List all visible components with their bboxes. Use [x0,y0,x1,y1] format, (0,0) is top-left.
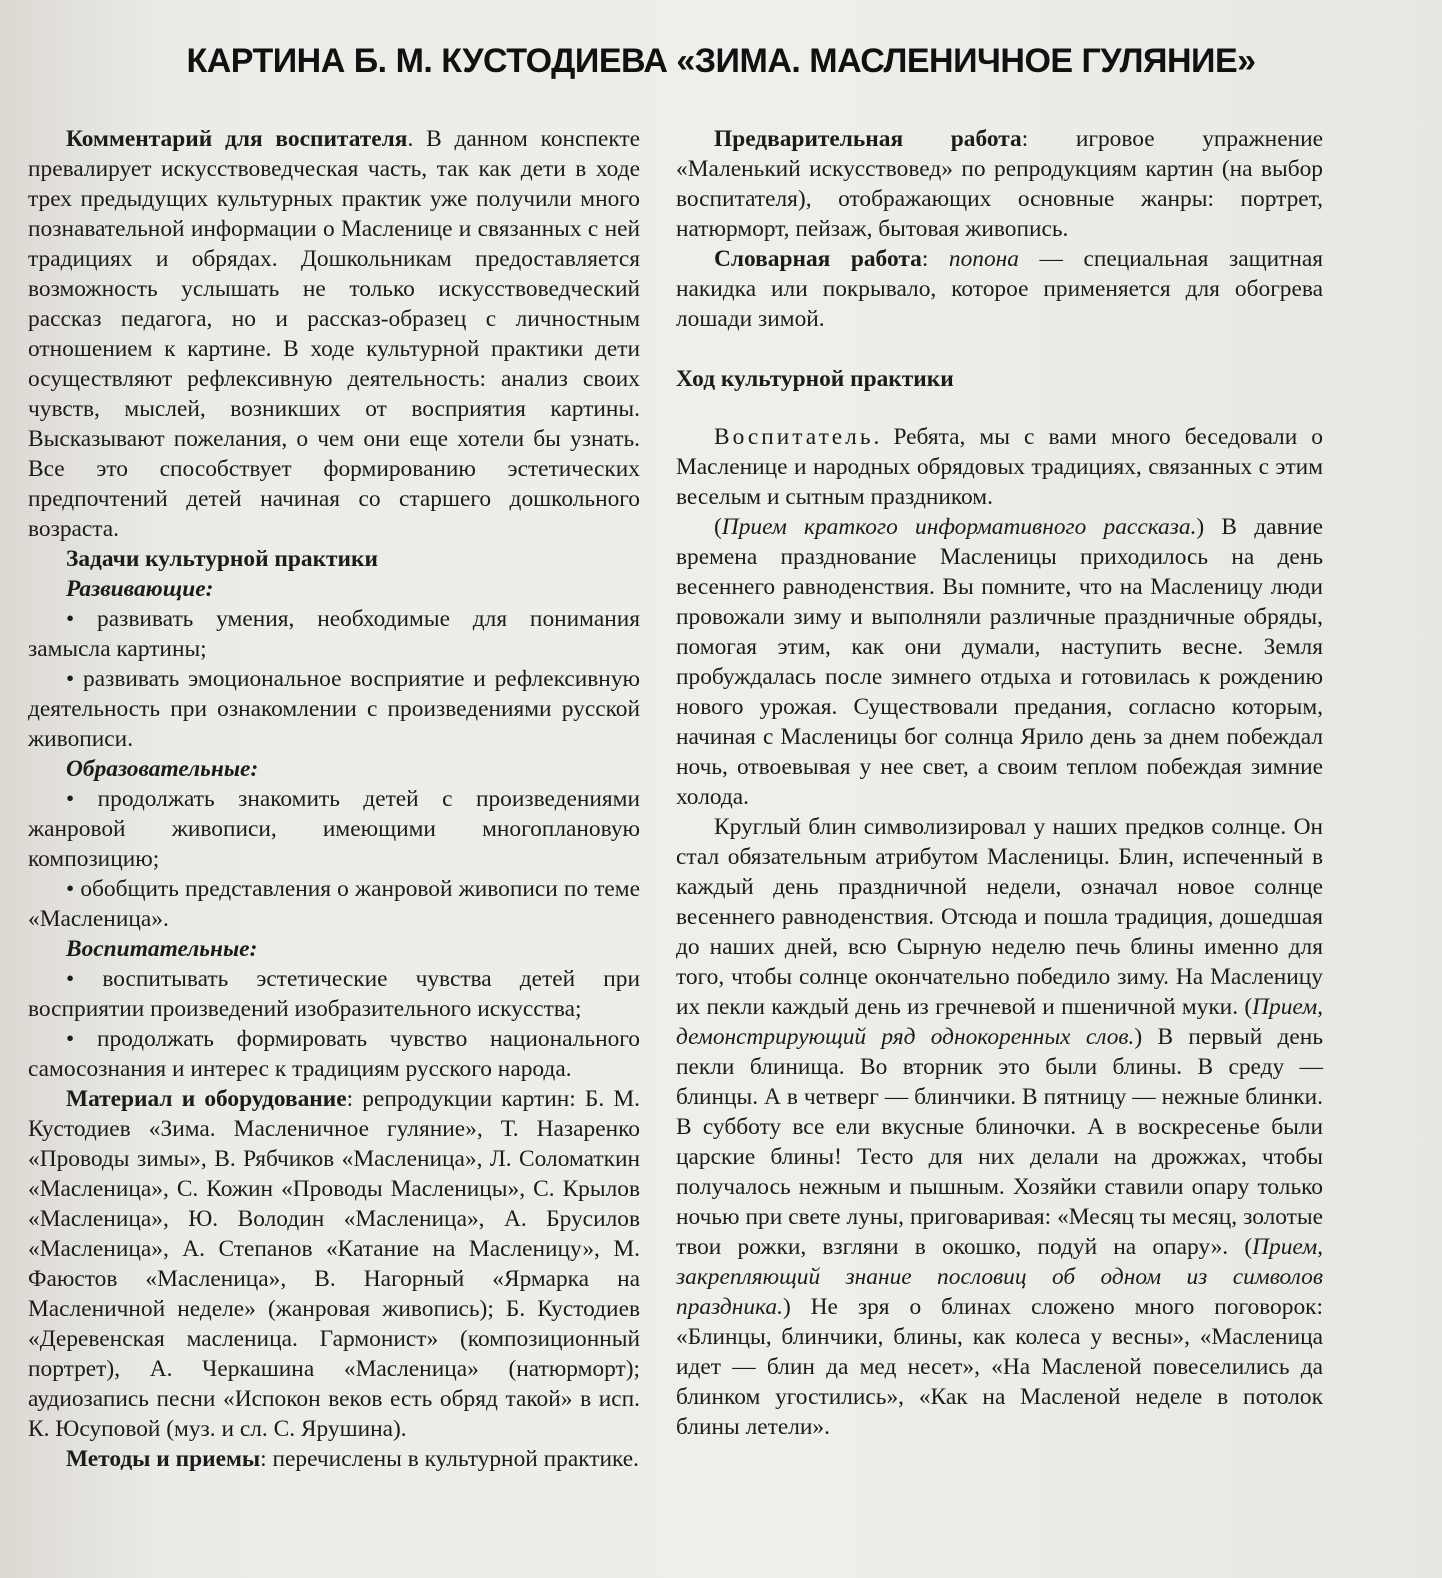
course-heading: Ход культурной практики [676,366,954,392]
page-title: КАРТИНА Б. М. КУСТОДИЕВА «ЗИМА. МАСЛЕНИЧНОЕ ГУЛЯНИЕ» [186,42,1256,80]
methods-paragraph [28,1444,640,1474]
upbringing-item-2: • продолжать формировать чувство национального самосознания и интерес к традициям русского народа. [28,1026,640,1082]
preliminary-work [676,124,1323,244]
vocabulary-work: Словарная работа: попона — специальная защитная накидка или покрывало, которое применяется для обогрева лошади зимой. [676,246,1323,332]
upbringing-item-1: • воспитывать эстетические чувства детей при восприятии произведений изобразительного искусства; [28,966,640,1022]
tasks-heading: Задачи культурной практики [66,546,378,572]
teacher-comment-label: Комментарий для воспитателя [66,126,408,152]
bullet: • [66,666,75,692]
teacher-paragraph-3: Круглый блин символизировал у наших предков солнце. Он стал обязательным атрибутом Масленицы. Блин, испеченный в каждый день праздничной недели, означал новое солнце весеннего равноденствия. Отсюда и пошла традиция, дошедшая до наших дней, всю Сырную неделю печь блины именно для того, чтобы солнце окончательно победило зиму. На Масленицу их пекли каждый день из гречневой и пшеничной муки. (Прием, демонстрирующий ряд однокоренных слов.) В первый день пекли блинища. Во вторник это были блины. В среду — блинцы. А в четверг — блинчики. В пятницу — нежные блинки. В субботу все ели вкусные блиночки. А в воскресенье были царские блины! Тесто для них делали на дрожжах, чтобы получалось нежным и пышным. Хозяйки ставили опару только ночью при свете луны, приговаривая: «Месяц ты месяц, золотые твои рожки, взгляни в окошко, подуй на опару». (Прием, закрепляющий знание пословиц об одном из символов праздника.) Не зря о блинах сложено много поговорок: «Блинцы, блинчики, блины, как колеса у весны», «Масленица идет — блин да мед несет», «На Масленой повеселились да блинком угостились», «Как на Масленой неделе в потолок блины летели». [676,814,1323,1440]
bullet: • [66,1026,75,1052]
materials-label: Материал и оборудование [66,1086,347,1112]
educational-item-1: • продолжать знакомить детей с произведениями жанровой живописи, имеющими многоплановую композицию; [28,786,640,872]
left-column [28,124,640,1474]
upbringing-label: Воспитательные: [66,936,258,962]
preliminary-text: : игровое упражнение «Маленький искусствовед» по репродукциям картин (на выбор воспитателя), отображающих основные жанры: портрет, натюрморт, пейзаж, бытовая живопись. [676,126,1323,242]
preliminary-label: Предварительная работа [714,126,1022,152]
developing-label: Развивающие: [66,576,214,602]
teacher-comment-text: . В данном конспекте превалирует искусствоведческая часть, так как дети в ходе трех предыдущих культурных практик уже получили много познавательной информации о Масленице и связанных с ней традициях и обрядах. Дошкольникам предоставляется возможность услышать не только искусствоведческий рассказ педагога, но и рассказ-образец с личностным отношением к картине. В ходе культурной практики дети осуществляют рефлексивную деятельность: анализ своих чувств, мыслей, возникших от восприятия картины. Высказывают пожелания, о чем они еще хотели бы узнать. Все это способствует формированию эстетических предпочтений детей начиная со старшего дошкольного возраста. [28,126,640,542]
bullet: • [66,786,75,812]
bullet: • [66,876,75,902]
vocabulary-text: — специальная защитная накидка или покрывало, которое применяется для обогрева лошади зимой. [676,246,1323,332]
method-note: Прием краткого информативного рассказа. [721,514,1197,540]
teacher-paragraph-1: Воспитатель. Ребята, мы с вами много беседовали о Масленице и народных обрядовых традициях, связанных с этим веселым и сытным праздником. [676,424,1323,510]
method-note: Прием, закрепляющий знание пословиц об одном из символов праздника. [676,1234,1323,1320]
vocabulary-label: Словарная работа [714,246,922,272]
educational-label: Образовательные: [66,756,259,782]
materials-paragraph [28,1084,640,1444]
teacher-comment [28,124,640,544]
teacher-label: Воспитатель [714,424,874,450]
developing-item-1: • развивать умения, необходимые для понимания замысла картины; [28,606,641,662]
bullet: • [66,606,75,632]
materials-text: : репродукции картин: Б. М. Кустодиев «Зима. Масленичное гуляние», Т. Назаренко «Проводы зимы», В. Рябчиков «Масленица», Л. Соломаткин «Масленица», С. Кожин «Проводы Масленицы», С. Крылов «Масленица», Ю. Володин «Масленица», А. Брусилов «Масленица», А. Степанов «Катание на Масленицу», М. Фаюстов «Масленица», В. Нагорный «Ярмарка на Масленичной неделе» (жанровая живопись); Б. Кустодиев «Деревенская масленица. Гармонист» (композиционный портрет), А. Черкашина «Масленица» (натюрморт); аудиозапись песни «Испокон веков есть обряд такой» в исп. К. Юсуповой (муз. и сл. С. Ярушина). [28,1086,640,1442]
method-note: Прием, демонстрирующий ряд однокоренных слов. [676,994,1323,1050]
right-column [676,124,1323,1442]
developing-item-2: • развивать эмоциональное восприятие и рефлексивную деятельность при ознакомлении с произведениями русской живописи. [28,666,640,752]
teacher-paragraph-2: (Прием краткого информативного рассказа.) В давние времена празднование Масленицы приходилось на день весеннего равноденствия. Вы помните, что на Масленицу люди провожали зиму и выполняли различные праздничные обряды, помогая этим, как они думали, наступить весне. Земля пробуждалась после зимнего отдыха и готовилась к рождению нового урожая. Существовали предания, согласно которым, начиная с Масленицы бог солнца Ярило день за днем побеждал ночь, отвоевывая у нее свет, а своим теплом побеждая зимние холода. [676,514,1323,810]
vocabulary-word: попона [948,246,1019,272]
educational-item-2: • обобщить представления о жанровой живописи по теме «Масленица». [28,876,640,932]
bullet: • [66,966,75,992]
methods-label: Методы и приемы [66,1446,261,1472]
methods-text: : перечислены в культурной практике. [260,1446,640,1472]
